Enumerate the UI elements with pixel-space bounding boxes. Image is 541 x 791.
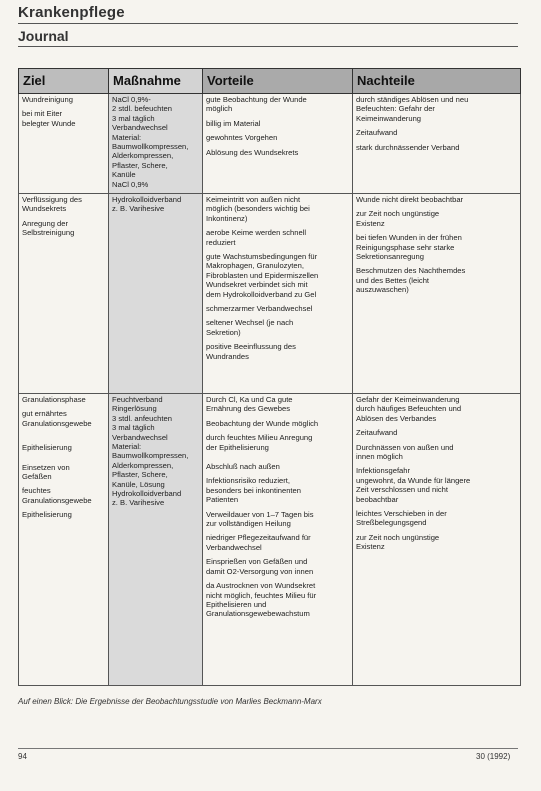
cell-line: gute Beobachtung der Wunde <box>206 95 307 104</box>
cell-line: Beobachtung der Wunde möglich <box>206 418 319 428</box>
cell-line: dem Hydrokolloidverband zu Gel <box>206 289 317 299</box>
cell-line: Sekretionsanregung <box>356 252 424 262</box>
cell-line: Hydrokolloidverband <box>112 195 182 204</box>
cell-line: NaCl 0,9%- <box>112 95 151 104</box>
table-caption: Auf einen Blick: Die Ergebnisse der Beobachtungsstudie von Marlies Beckmann-Marx <box>18 697 322 706</box>
cell-line: Ablösen des Verbandes <box>356 413 437 423</box>
cell-line: leichtes Verschieben in der <box>356 509 447 519</box>
cell-line: Epithelisierung <box>22 510 72 520</box>
header-rule-top <box>18 23 518 24</box>
cell-line: Feuchtverband <box>112 395 163 404</box>
footer-rule <box>18 748 518 749</box>
cell-line: Material: <box>112 442 142 452</box>
cell-line: Anregung der <box>22 218 69 228</box>
cell-line: Granulationsphase <box>22 395 86 404</box>
cell-line: Verflüssigung des <box>22 195 82 204</box>
cell-vorteile <box>203 394 353 686</box>
cell-line: Epithelisieren und <box>206 599 267 609</box>
cell-line: Pflaster, Schere, <box>112 160 168 170</box>
cell-line: reduziert <box>206 237 236 247</box>
cell-line: Wundsekrets <box>22 204 67 214</box>
cell-line: Ringerlösung <box>112 404 157 414</box>
header-rule-bottom <box>18 46 518 47</box>
cell-line: positive Beeinflussung des <box>206 342 296 352</box>
cell-line: Streßbelegungsgend <box>356 518 427 528</box>
cell-ziel <box>19 94 109 194</box>
cell-massnahme <box>109 394 203 686</box>
cell-line: Verbandwechsel <box>112 432 168 442</box>
cell-line: zur vollständigen Heilung <box>206 519 291 529</box>
cell-line: Ernährung des Gewebes <box>206 404 291 414</box>
table-row <box>19 394 521 686</box>
cell-nachteile <box>353 194 521 394</box>
cell-line: Gefahr der Keimeinwanderung <box>356 395 460 404</box>
cell-nachteile <box>353 94 521 194</box>
cell-line: Granulationsgewebewachstum <box>206 609 310 619</box>
cell-line: auszuwaschen) <box>356 285 409 295</box>
cell-vorteile <box>203 94 353 194</box>
cell-line: beobachtbar <box>356 494 399 504</box>
cell-line: zur Zeit noch ungünstige <box>356 532 440 542</box>
cell-line: Wundrandes <box>206 351 249 361</box>
table-row <box>19 194 521 394</box>
issue-number: 30 (1992) <box>476 752 511 761</box>
cell-line: Alderkompressen, <box>112 151 174 161</box>
cell-line: Zeitaufwand <box>356 128 398 138</box>
cell-line: Wundreinigung <box>22 95 73 104</box>
cell-line: 3 mal täglich <box>112 423 155 433</box>
cell-ziel <box>19 394 109 686</box>
cell-line: durch ständiges Ablösen und neu <box>356 95 469 104</box>
cell-line: nicht möglich, feuchtes Milieu für <box>206 590 317 600</box>
cell-line: Fibroblasten und Epidermiszellen <box>206 270 319 280</box>
cell-line: Wundsekret verbindet sich mit <box>206 280 308 290</box>
cell-line: Keimeintritt von außen nicht <box>206 195 301 204</box>
cell-line: billig im Material <box>206 118 261 128</box>
cell-line: Zeit verschlossen und nicht <box>356 485 449 495</box>
cell-line: Pflaster, Schere, <box>112 470 168 480</box>
cell-line: Infektionsrisiko reduziert, <box>206 476 290 486</box>
cell-line: Ablösung des Wundsekrets <box>206 147 299 157</box>
cell-ziel <box>19 194 109 394</box>
cell-line: besonders bei inkontinenten <box>206 485 301 495</box>
cell-line: Infektionsgefahr <box>356 466 411 476</box>
cell-line: belegter Wunde <box>22 118 76 128</box>
cell-line: durch häufiges Befeuchten und <box>356 404 462 414</box>
cell-line: Verbandwechsel <box>112 123 168 133</box>
cell-line: zur Zeit noch ungünstige <box>356 209 440 219</box>
cell-line: Existenz <box>356 542 385 552</box>
cell-line: Befeuchten: Gefahr der <box>356 104 435 114</box>
cell-line: Einsprießen von Gefäßen und <box>206 557 308 567</box>
cell-line: 3 stdl. anfeuchten <box>112 413 172 423</box>
cell-line: ungewohnt, da Wunde für längere <box>356 475 471 485</box>
cell-massnahme <box>109 94 203 194</box>
journal-subtitle: Journal <box>18 28 69 44</box>
cell-line: gewohntes Vorgehen <box>206 133 278 143</box>
cell-line: Kanüle, Lösung <box>112 479 165 489</box>
cell-line: Verbandwechsel <box>206 542 262 552</box>
cell-line: möglich (besonders wichtig bei <box>206 204 310 214</box>
cell-line: Verweildauer von 1–7 Tagen bis <box>206 509 314 519</box>
cell-line: Beschmutzen des Nachthemdes <box>356 266 466 276</box>
cell-line: Selbstreinigung <box>22 228 75 238</box>
cell-line: Sekretion) <box>206 327 241 337</box>
cell-line: seltener Wechsel (je nach <box>206 318 294 328</box>
cell-line: bei mit Eiter <box>22 109 63 119</box>
cell-line: z. B. Varihesive <box>112 204 165 214</box>
cell-line: Hydrokolloidverband <box>112 489 182 499</box>
header-ziel: Ziel <box>19 69 109 94</box>
cell-line: Inkontinenz) <box>206 213 248 223</box>
cell-line: gut ernährtes <box>22 409 67 419</box>
cell-line: Baumwollkompressen, <box>112 451 189 461</box>
cell-line: Granulationsgewebe <box>22 418 92 428</box>
cell-line: möglich <box>206 104 233 114</box>
cell-line: Baumwollkompressen, <box>112 142 189 152</box>
journal-section-title: Krankenpflege <box>18 4 125 21</box>
cell-line: Gefäßen <box>22 472 52 482</box>
header-massnahme: Maßnahme <box>109 69 203 94</box>
cell-line: feuchtes <box>22 486 51 496</box>
table-row <box>19 94 521 194</box>
cell-line: damit O2-Versorgung von innen <box>206 566 314 576</box>
cell-line: Durch Cl, Ka und Ca gute <box>206 395 293 404</box>
cell-line: schmerzarmer Verbandwechsel <box>206 304 313 314</box>
cell-line: Alderkompressen, <box>112 460 174 470</box>
cell-line: Epithelisierung <box>22 443 72 453</box>
cell-line: niedriger Pflegezeitaufwand für <box>206 533 311 543</box>
cell-line: Kanüle <box>112 170 136 180</box>
cell-nachteile <box>353 394 521 686</box>
header-nachteile: Nachteile <box>353 69 521 94</box>
cell-line: stark durchnässender Verband <box>356 142 460 152</box>
table-header-row <box>19 69 521 94</box>
wound-care-table <box>18 68 521 686</box>
cell-line: und des Bettes (leicht <box>356 275 430 285</box>
cell-line: Einsetzen von <box>22 462 70 472</box>
cell-line: bei tiefen Wunden in der frühen <box>356 233 462 243</box>
cell-line: der Epithelisierung <box>206 442 269 452</box>
header-vorteile: Vorteile <box>203 69 353 94</box>
cell-line: gute Wachstumsbedingungen für <box>206 252 318 262</box>
cell-line: durch feuchtes Milieu Anregung <box>206 433 313 443</box>
cell-line: Keimeinwanderung <box>356 113 422 123</box>
cell-line: 3 mal täglich <box>112 113 155 123</box>
cell-line: Existenz <box>356 218 385 228</box>
cell-line: Zeitaufwand <box>356 428 398 438</box>
cell-line: 2 stdl. befeuchten <box>112 104 172 114</box>
cell-vorteile <box>203 194 353 394</box>
cell-line: NaCl 0,9% <box>112 179 149 189</box>
cell-line: Wunde nicht direkt beobachtbar <box>356 195 464 204</box>
cell-line: z. B. Varihesive <box>112 498 165 508</box>
cell-line: Durchnässen von außen und <box>356 442 454 452</box>
cell-line: aerobe Keime werden schnell <box>206 228 307 238</box>
cell-line: Granulationsgewebe <box>22 495 92 505</box>
cell-line: Patienten <box>206 495 239 505</box>
page-number: 94 <box>18 752 27 761</box>
cell-line: Material: <box>112 132 142 142</box>
cell-line: Makrophagen, Granulozyten, <box>206 261 304 271</box>
cell-line: Abschluß nach außen <box>206 462 280 472</box>
cell-line: Reinigungsphase sehr starke <box>356 242 455 252</box>
table-body <box>19 94 521 686</box>
cell-line: innen möglich <box>356 452 403 462</box>
cell-massnahme <box>109 194 203 394</box>
cell-line: da Austrocknen von Wundsekret <box>206 581 316 591</box>
